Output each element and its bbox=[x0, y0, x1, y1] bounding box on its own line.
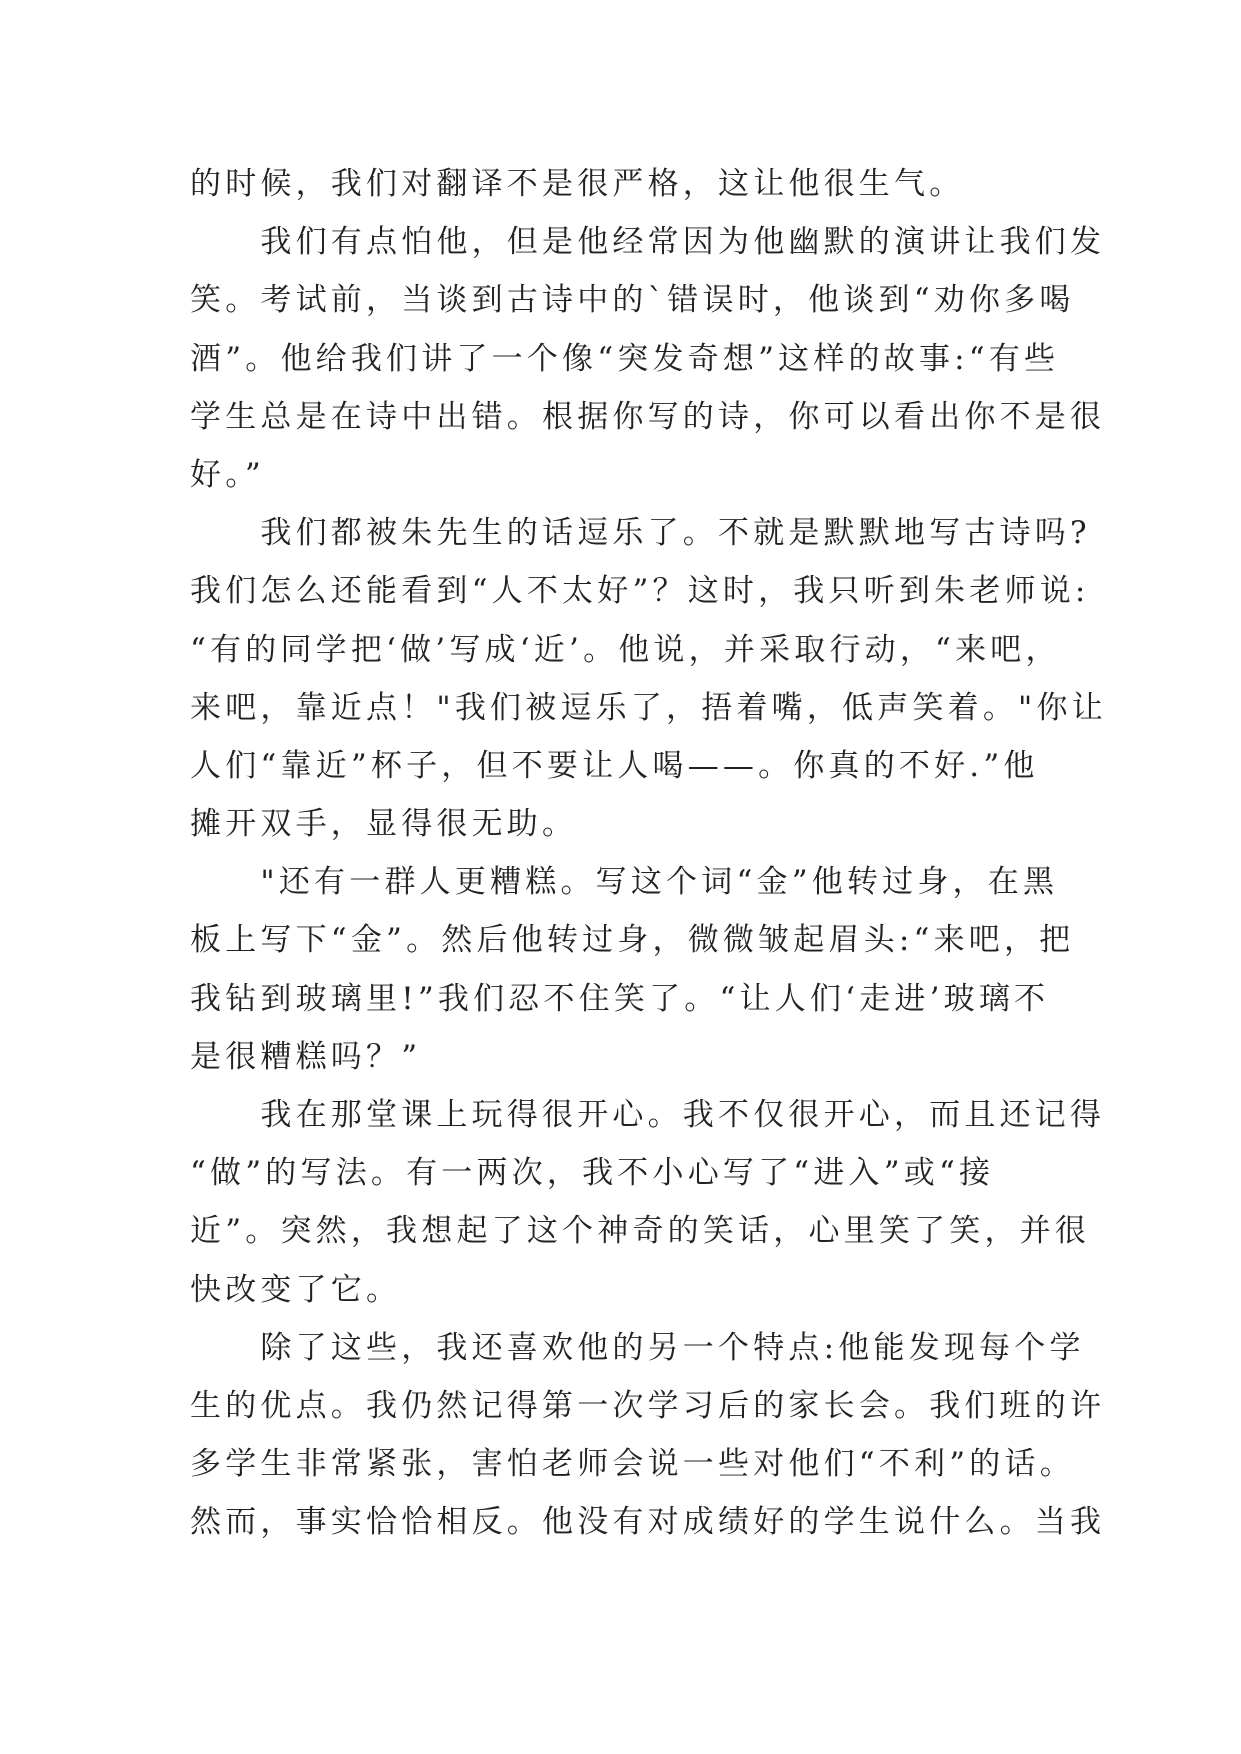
text-line: 然而，事实恰恰相反。他没有对成绩好的学生说什么。当我 bbox=[190, 1504, 1106, 1541]
text-line: 我钻到玻璃里!”我们忍不住笑了。“让人们‘走进’玻璃不 bbox=[190, 980, 1050, 1017]
text-line: “做”的写法。有一两次，我不小心写了“进入”或“接 bbox=[190, 1155, 995, 1192]
text-line: 多学生非常紧张，害怕老师会说一些对他们“不利”的话。 bbox=[190, 1446, 1075, 1483]
text-line: 我们有点怕他，但是他经常因为他幽默的演讲让我们发 bbox=[190, 224, 1106, 261]
text-line: 生的优点。我仍然记得第一次学习后的家长会。我们班的许 bbox=[190, 1387, 1106, 1424]
text-line: 快改变了它。 bbox=[190, 1271, 402, 1308]
text-line: 酒”。他给我们讲了一个像“突发奇想”这样的故事:“有些 bbox=[190, 340, 1060, 377]
body-text bbox=[190, 155, 1107, 1552]
text-line: 来吧，靠近点！"我们被逗乐了，捂着嘴，低声笑着。"你让 bbox=[190, 689, 1107, 726]
text-line: 摊开双手，显得很无助。 bbox=[190, 806, 578, 843]
text-line: 学生总是在诗中出错。根据你写的诗，你可以看出你不是很 bbox=[190, 398, 1106, 435]
text-line: 是很糟糕吗？” bbox=[190, 1038, 422, 1075]
text-line: 的时候，我们对翻译不是很严格，这让他很生气。 bbox=[190, 166, 965, 202]
text-line: 近”。突然，我想起了这个神奇的笑话，心里笑了笑，并很 bbox=[190, 1213, 1091, 1250]
text-line: 好。” bbox=[190, 456, 265, 493]
text-line: 笑。考试前，当谈到古诗中的`错误时，他谈到“劝你多喝 bbox=[190, 282, 1075, 319]
text-line: “有的同学把‘做’写成‘近’。他说，并采取行动，“来吧， bbox=[190, 631, 1061, 668]
text-line: 我们都被朱先生的话逗乐了。不就是默默地写古诗吗? bbox=[190, 515, 1091, 552]
text-line: 板上写下“金”。然后他转过身，微微皱起眉头:“来吧，把 bbox=[190, 922, 1075, 959]
text-line: 除了这些，我还喜欢他的另一个特点:他能发现每个学 bbox=[190, 1329, 1085, 1366]
text-line: "还有一群人更糟糕。写这个词“金”他转过身，在黑 bbox=[190, 864, 1059, 901]
text-line: 我们怎么还能看到“人不太好”？这时，我只听到朱老师说: bbox=[190, 573, 1090, 610]
text-line: 人们“靠近”杯子，但不要让人喝——。你真的不好.”他 bbox=[190, 747, 1039, 784]
text-line: 我在那堂课上玩得很开心。我不仅很开心，而且还记得 bbox=[190, 1097, 1106, 1133]
